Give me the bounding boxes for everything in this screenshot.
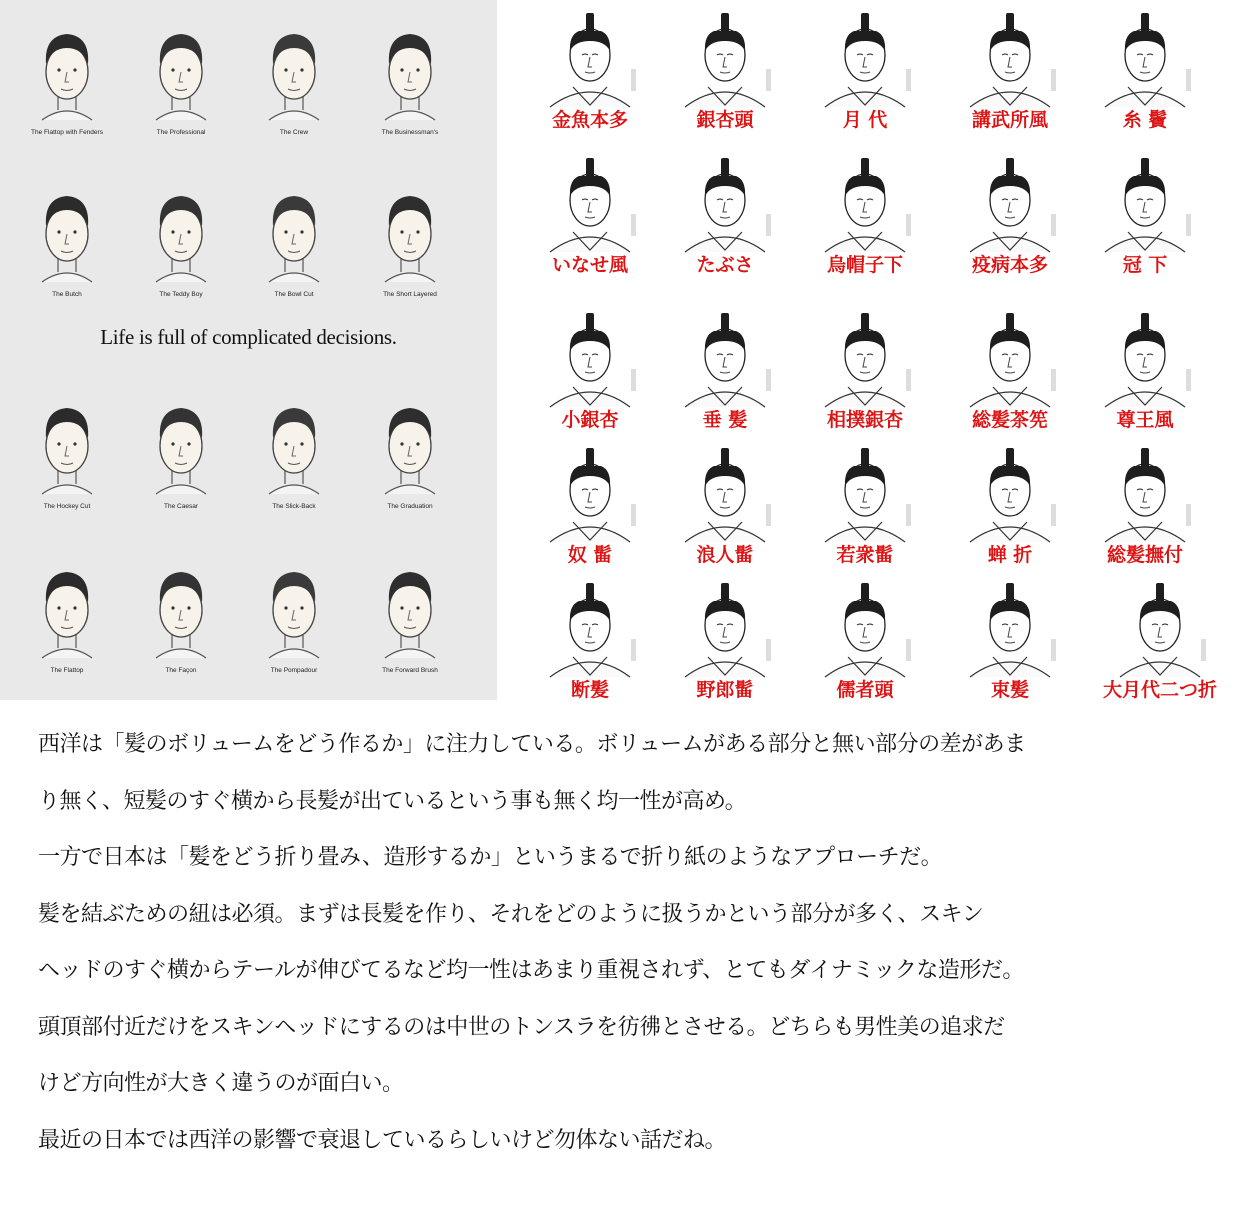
western-hairstyle-label: The Forward Brush	[382, 667, 438, 674]
portrait-illustration	[22, 396, 112, 501]
essay-text	[38, 717, 1178, 1169]
japanese-hairstyle-label: 浪人髷	[696, 544, 754, 566]
japanese-hairstyle-item	[800, 575, 930, 701]
japanese-hairstyle-item	[660, 575, 790, 701]
japanese-hairstyle-label: 金魚本多	[551, 109, 628, 131]
western-hairstyle-item	[5, 560, 129, 674]
essay-line: 頭頂部付近だけをスキンヘッドにするのは中世のトンスラを彷彿とさせる。どちらも男性美の追求だ	[38, 1014, 1005, 1040]
japanese-hairstyle-label: たぶさ	[696, 254, 754, 276]
japanese-hairstyle-label: 月 代	[842, 109, 888, 131]
western-hairstyle-item	[5, 22, 129, 136]
essay-line: けど方向性が大きく違うのが面白い。	[38, 1071, 404, 1096]
western-hairstyle-item	[348, 396, 472, 510]
japanese-hairstyle-item	[1080, 150, 1210, 276]
portrait-illustration	[535, 305, 645, 409]
western-hairstyle-label: The Businessman's	[381, 129, 439, 136]
portrait-illustration	[1090, 440, 1200, 544]
japanese-hairstyle-label: 奴 髷	[567, 544, 613, 566]
western-hairstyle-item	[5, 396, 129, 510]
western-hairstyle-label: The Short Layered	[383, 291, 437, 298]
western-hairstyle-item	[119, 22, 243, 136]
japanese-hairstyle-label: 銀杏頭	[696, 109, 754, 131]
western-hairstyle-item	[232, 22, 356, 136]
japanese-hairstyle-label: 講武所風	[971, 109, 1048, 131]
portrait-illustration	[136, 184, 226, 289]
japanese-hairstyle-item	[660, 150, 790, 276]
western-hairstyle-item	[348, 560, 472, 674]
western-hairstyle-label: The Slick-Back	[272, 503, 316, 510]
japanese-hairstyle-label: 冠 下	[1122, 254, 1168, 276]
japanese-hairstyle-label: いなせ風	[551, 254, 628, 276]
japanese-hairstyle-label: 垂 髪	[702, 409, 748, 431]
japanese-hairstyle-label: 総髪撫付	[1106, 544, 1183, 566]
portrait-illustration	[1090, 150, 1200, 254]
portrait-illustration	[670, 575, 780, 679]
essay-line: 最近の日本では西洋の影響で衰退しているらしいけど勿体ない話だね。	[38, 1127, 727, 1153]
japanese-hairstyle-label: 断髪	[570, 679, 609, 701]
portrait-illustration	[810, 440, 920, 544]
japanese-hairstyle-label: 儒者頭	[836, 679, 894, 701]
japanese-hairstyle-item	[800, 5, 930, 131]
portrait-illustration	[249, 396, 339, 501]
western-hairstyle-label: The Façon	[165, 667, 197, 674]
japanese-hairstyle-item	[525, 440, 655, 566]
portrait-illustration	[249, 184, 339, 289]
japanese-hairstyle-item	[1080, 5, 1210, 131]
japanese-hairstyle-item	[1080, 440, 1210, 566]
japanese-hairstyles-panel	[515, 0, 1217, 705]
portrait-illustration	[955, 5, 1065, 109]
western-hairstyle-label: The Butch	[52, 291, 82, 298]
western-hairstyle-item	[232, 184, 356, 298]
portrait-illustration	[535, 575, 645, 679]
portrait-illustration	[670, 305, 780, 409]
western-hairstyle-item	[119, 184, 243, 298]
japanese-hairstyle-label: 大月代二つ折	[1102, 679, 1217, 701]
japanese-hairstyle-item	[945, 305, 1075, 431]
portrait-illustration	[22, 184, 112, 289]
japanese-hairstyle-item	[525, 305, 655, 431]
western-hairstyle-item	[119, 396, 243, 510]
portrait-illustration	[810, 150, 920, 254]
japanese-hairstyle-item	[525, 5, 655, 131]
japanese-hairstyle-item	[945, 440, 1075, 566]
essay-line: り無く、短髪のすぐ横から長髪が出ているという事も無く均一性が高め。	[38, 788, 747, 814]
japanese-hairstyle-item	[1080, 575, 1240, 701]
japanese-hairstyle-label: 蝉 折	[987, 544, 1033, 566]
western-hairstyle-item	[348, 184, 472, 298]
japanese-hairstyle-label: 野郎髷	[696, 679, 754, 701]
japanese-hairstyle-item	[660, 440, 790, 566]
western-caption: Life is full of complicated decisions.	[100, 325, 397, 349]
portrait-illustration	[670, 150, 780, 254]
portrait-illustration	[670, 5, 780, 109]
portrait-illustration	[22, 560, 112, 665]
portrait-illustration	[136, 396, 226, 501]
japanese-hairstyle-label: 疫病本多	[971, 254, 1048, 276]
western-hairstyle-label: The Hockey Cut	[43, 503, 91, 510]
japanese-hairstyle-item	[800, 150, 930, 276]
portrait-illustration	[535, 150, 645, 254]
portrait-illustration	[810, 305, 920, 409]
japanese-hairstyle-item	[660, 5, 790, 131]
japanese-hairstyle-label: 総髪茶筅	[971, 409, 1048, 431]
portrait-illustration	[136, 22, 226, 127]
japanese-hairstyle-label: 小銀杏	[561, 409, 619, 431]
japanese-hairstyle-item	[660, 305, 790, 431]
japanese-hairstyle-label: 若衆髷	[836, 544, 894, 566]
japanese-hairstyle-item	[945, 575, 1075, 701]
portrait-illustration	[22, 22, 112, 127]
western-hairstyle-label: The Flattop	[50, 667, 84, 674]
essay-line: 西洋は「髪のボリュームをどう作るか」に注力している。ボリュームがある部分と無い部分の差があま	[38, 732, 1026, 757]
essay-line: ヘッドのすぐ横からテールが伸びてるなど均一性はあまり重視されず、とてもダイナミックな造形だ。	[38, 958, 1024, 983]
japanese-hairstyle-label: 尊王風	[1116, 409, 1174, 431]
japanese-hairstyle-label: 烏帽子下	[826, 254, 903, 276]
japanese-hairstyle-item	[945, 150, 1075, 276]
essay-line: 髪を結ぶための紐は必須。まずは長髪を作り、それをどのように扱うかという部分が多く、スキン	[38, 901, 984, 927]
portrait-illustration	[136, 560, 226, 665]
portrait-illustration	[249, 22, 339, 127]
western-hairstyle-item	[348, 22, 472, 136]
japanese-hairstyle-item	[945, 5, 1075, 131]
essay-line: 一方で日本は「髪をどう折り畳み、造形するか」というまるで折り紙のようなアプローチだ。	[38, 845, 943, 870]
portrait-illustration	[365, 560, 455, 665]
japanese-hairstyle-label: 糸 鬢	[1122, 109, 1168, 131]
portrait-illustration	[535, 5, 645, 109]
japanese-hairstyle-label: 束髪	[990, 679, 1029, 701]
portrait-illustration	[1090, 5, 1200, 109]
japanese-hairstyle-label: 相撲銀杏	[826, 409, 903, 431]
portrait-illustration	[365, 184, 455, 289]
portrait-illustration	[955, 575, 1065, 679]
western-hairstyle-label: The Pompadour	[270, 667, 318, 674]
portrait-illustration	[365, 396, 455, 501]
western-hairstyle-label: The Teddy Boy	[159, 291, 203, 298]
western-hairstyle-item	[5, 184, 129, 298]
western-hairstyle-item	[119, 560, 243, 674]
japanese-hairstyle-item	[1080, 305, 1210, 431]
western-hairstyle-label: The Professional	[156, 129, 206, 136]
japanese-hairstyle-item	[525, 150, 655, 276]
portrait-illustration	[810, 575, 920, 679]
portrait-illustration	[1090, 305, 1200, 409]
western-hairstyle-item	[232, 560, 356, 674]
western-hairstyles-panel	[0, 0, 497, 700]
portrait-illustration	[365, 22, 455, 127]
western-hairstyle-label: The Caesar	[164, 503, 198, 510]
portrait-illustration	[955, 305, 1065, 409]
portrait-illustration	[535, 440, 645, 544]
portrait-illustration	[955, 150, 1065, 254]
western-hairstyle-label: The Bowl Cut	[274, 291, 314, 298]
portrait-illustration	[1105, 575, 1215, 679]
portrait-illustration	[810, 5, 920, 109]
western-hairstyle-label: The Flattop with Fenders	[31, 129, 103, 136]
japanese-hairstyle-item	[800, 305, 930, 431]
western-hairstyle-label: The Graduation	[387, 503, 433, 510]
portrait-illustration	[670, 440, 780, 544]
western-hairstyle-label: The Crew	[279, 129, 309, 136]
portrait-illustration	[249, 560, 339, 665]
japanese-hairstyle-item	[800, 440, 930, 566]
western-hairstyle-item	[232, 396, 356, 510]
japanese-hairstyle-item	[525, 575, 655, 701]
portrait-illustration	[955, 440, 1065, 544]
